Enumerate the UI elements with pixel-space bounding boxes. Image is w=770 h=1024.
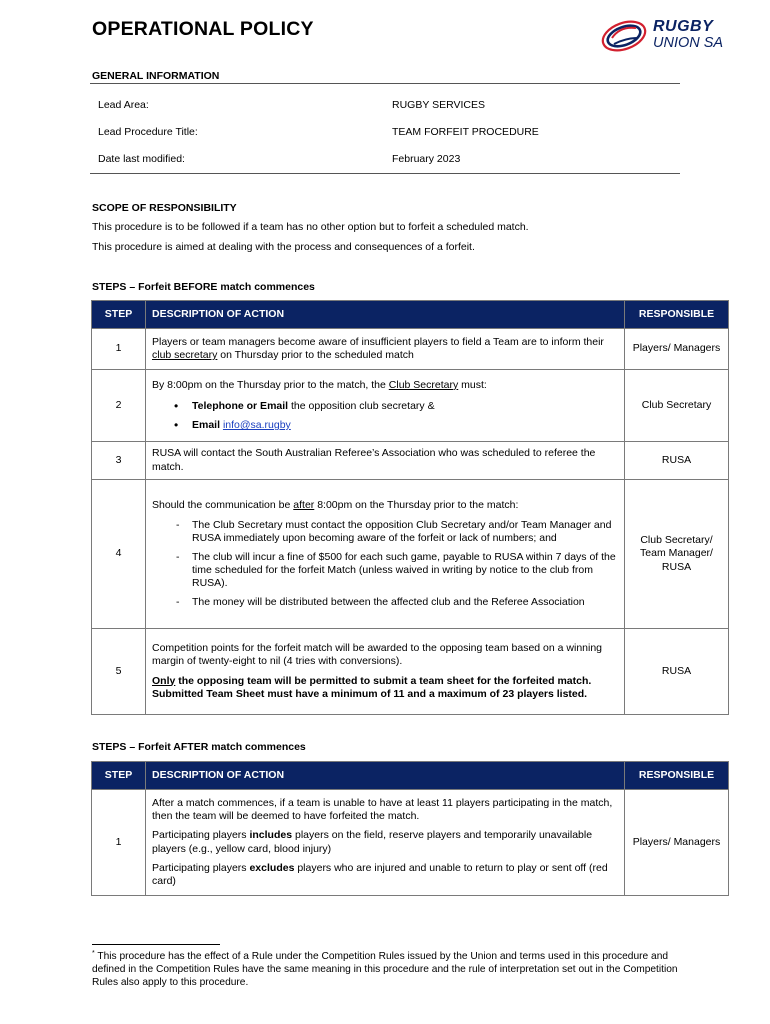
table-row xyxy=(92,442,729,480)
lead-area-label: Lead Area: xyxy=(98,99,149,111)
page-title: OPERATIONAL POLICY xyxy=(92,18,314,40)
table-row xyxy=(92,790,729,896)
lead-procedure-title-value: TEAM FORFEIT PROCEDURE xyxy=(392,126,539,138)
col-description-header: DESCRIPTION OF ACTION xyxy=(146,762,625,790)
email-link[interactable]: info@sa.rugby xyxy=(222,419,291,432)
rugby-union-sa-logo xyxy=(598,16,734,56)
steps-before-heading: STEPS – Forfeit BEFORE match commences xyxy=(92,281,315,293)
scope-heading: SCOPE OF RESPONSIBILITY xyxy=(92,202,237,214)
step-responsible: RUSA xyxy=(625,442,729,480)
step-description: After a match commences, if a team is unable to have at least 11 players participating in the match, then the team will be deemed to have forfeited the match. Participating players includes players on the field, reserve players and temporarily unavailable players (e.g., yellow card, blood injury) Participating players excludes players who are injured and unable to return to play or sent off (red card) xyxy=(146,790,625,896)
step-responsible: Club Secretary/ Team Manager/ RUSA xyxy=(625,480,729,629)
step-number: 1 xyxy=(92,790,146,896)
step-number: 4 xyxy=(92,480,146,629)
logo-text-union-sa: UNION SA xyxy=(653,35,724,51)
step-number: 1 xyxy=(92,329,146,370)
col-responsible-header: RESPONSIBLE xyxy=(625,762,729,790)
col-step-header: STEP xyxy=(92,762,146,790)
lead-procedure-title-label: Lead Procedure Title: xyxy=(98,126,198,138)
list-item: - The club will incur a fine of $500 for each such game, payable to RUSA within 7 days of the time scheduled for the forfeit Match (unless waived in writing by notice to the club from RUSA). xyxy=(174,551,618,590)
step-description: Players or team managers become aware of insufficient players to field a Team are to inform their club secretary on Thursday prior to the scheduled match xyxy=(146,329,625,370)
lead-area-value: RUGBY SERVICES xyxy=(392,99,485,111)
date-last-modified-value: February 2023 xyxy=(392,153,461,165)
footnote-divider xyxy=(92,944,220,945)
step-responsible: Players/ Managers xyxy=(625,329,729,370)
table-row xyxy=(92,480,729,629)
col-description-header: DESCRIPTION OF ACTION xyxy=(146,301,625,329)
general-information-heading: GENERAL INFORMATION xyxy=(92,70,220,82)
table-header-row xyxy=(92,301,729,329)
list-item: • Email info@sa.rugby xyxy=(174,419,618,432)
step-number: 3 xyxy=(92,442,146,480)
steps-after-table xyxy=(91,761,729,896)
steps-before-table xyxy=(91,300,729,715)
logo-text-rugby: RUGBY xyxy=(653,18,714,35)
footnote: * This procedure has the effect of a Rule under the Competition Rules issued by the Union and terms used in this procedure and defined in the Competition Rules have the same meaning in this procedure and the rule of interpretation set out in the Competition Rules also apply to this procedure. xyxy=(92,950,678,989)
scope-paragraph-1: This procedure is to be followed if a team has no other option but to forfeit a scheduled match. xyxy=(92,221,529,233)
date-last-modified-label: Date last modified: xyxy=(98,153,185,165)
table-row xyxy=(92,629,729,715)
divider xyxy=(90,83,680,84)
step-description: RUSA will contact the South Australian Referee’s Association who was scheduled to referee the match. xyxy=(146,442,625,480)
list-item: • Telephone or Email the opposition club secretary & xyxy=(174,400,618,413)
step-description: By 8:00pm on the Thursday prior to the match, the Club Secretary must: • Telephone or Email the opposition club secretary & • Email info@sa.rugby xyxy=(146,370,625,442)
step-description: Should the communication be after 8:00pm on the Thursday prior to the match: - The Club Secretary must contact the opposition Club Secretary and/or Team Manager and RUSA immediately upon becoming aware of the forfeit or lack of numbers; and - The club will incur a fine of $500 for each such game, payable to RUSA within 7 days of the time scheduled for the forfeit Match (unless waived in writing by notice to the club from RUSA). - The money will be distributed between the affected club and the Referee Association xyxy=(146,480,625,629)
list-item: - The Club Secretary must contact the opposition Club Secretary and/or Team Manager and RUSA immediately upon becoming aware of the forfeit or lack of numbers; and xyxy=(174,519,618,545)
col-step-header: STEP xyxy=(92,301,146,329)
steps-after-heading: STEPS – Forfeit AFTER match commences xyxy=(92,741,306,753)
scope-paragraph-2: This procedure is aimed at dealing with the process and consequences of a forfeit. xyxy=(92,241,475,253)
step-responsible: Club Secretary xyxy=(625,370,729,442)
divider xyxy=(90,173,680,174)
table-row xyxy=(92,329,729,370)
step-number: 5 xyxy=(92,629,146,715)
list-item: - The money will be distributed between the affected club and the Referee Association xyxy=(174,596,618,609)
step-responsible: Players/ Managers xyxy=(625,790,729,896)
step-description: Competition points for the forfeit match will be awarded to the opposing team based on a winning margin of twenty-eight to nil (4 tries with conversions). Only the opposing team will be permitted to submit a team sheet for the forfeited match. Submitted Team Sheet must have a minimum of 11 and a maximum of 23 players listed. xyxy=(146,629,625,715)
rugby-ball-logo-icon xyxy=(598,16,652,56)
step-responsible: RUSA xyxy=(625,629,729,715)
col-responsible-header: RESPONSIBLE xyxy=(625,301,729,329)
table-row xyxy=(92,370,729,442)
table-header-row xyxy=(92,762,729,790)
step-number: 2 xyxy=(92,370,146,442)
